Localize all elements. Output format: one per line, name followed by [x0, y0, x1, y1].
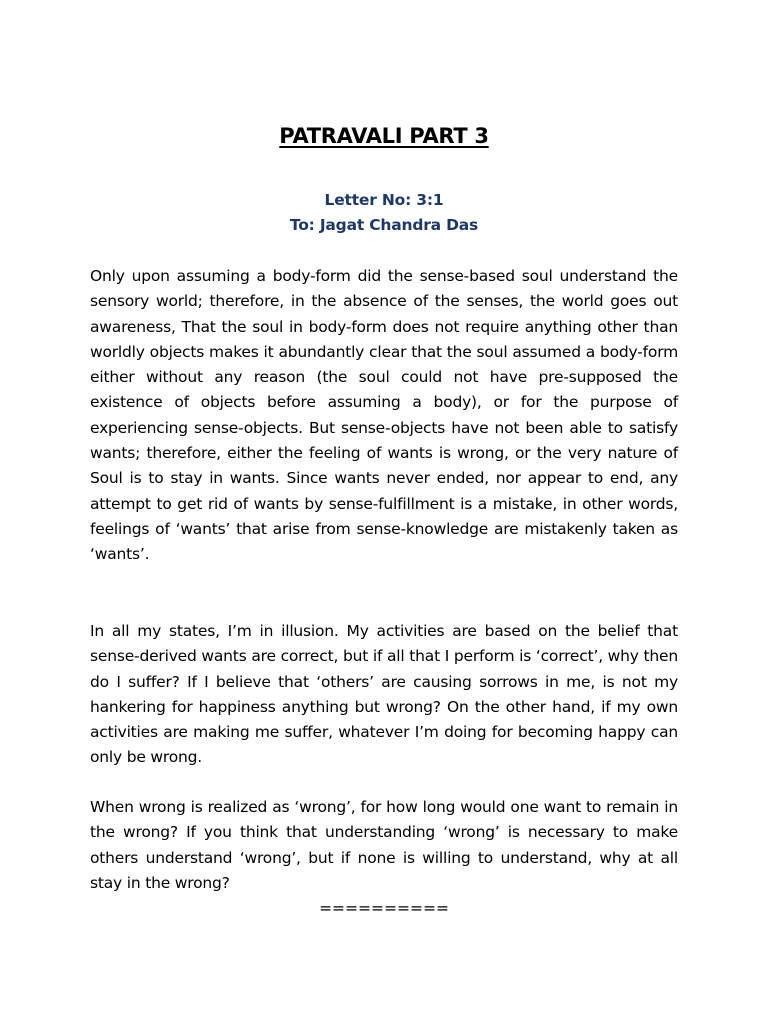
letter-recipient: To: Jagat Chandra Das: [289, 216, 479, 234]
paragraph-2: In all my states, I’m in illusion. My activities are based on the belief that sense-derived wants are correct, but if all that I perform is ‘correct’, why then do I suffer? If I believe that ‘others’ are causing sorrows in me, is not my hankering for happiness anything but wrong? On the other hand, if my own activities are making me suffer, whatever I’m doing for becoming happy can only be wrong.: [90, 622, 678, 767]
letter-number: Letter No: 3:1: [324, 191, 444, 209]
paragraph-1: Only upon assuming a body-form did the sense-based soul understand the sensory world; therefore, in the absence of the senses, the world goes out awareness, That the soul in body-form does not require anything other than worldly objects makes it abundantly clear that the soul assumed a body-form either without any reason (the soul could not have pre-supposed the existence of objects before assuming a body), or for the purpose of experiencing sense-objects. But sense-objects have not been able to satisfy wants; therefore, either the feeling of wants is wrong, or the very nature of Soul is to stay in wants. Since wants never ended, nor appear to end, any attempt to get rid of wants by sense-fulfillment is a mistake, in other words, feelings of ‘wants’ that arise from sense-knowledge are mistakenly taken as ‘wants’.: [90, 267, 678, 564]
document-title: PATRAVALI PART 3: [279, 124, 489, 148]
letter-header: [0, 188, 768, 238]
section-separator: ==========: [319, 899, 449, 917]
paragraph-3: When wrong is realized as ‘wrong’, for how long would one want to remain in the wrong? If you think that understanding ‘wrong’ is necessary to make others understand ‘wrong’, but if none is willing to understand, why at all stay in the wrong?: [90, 798, 678, 892]
